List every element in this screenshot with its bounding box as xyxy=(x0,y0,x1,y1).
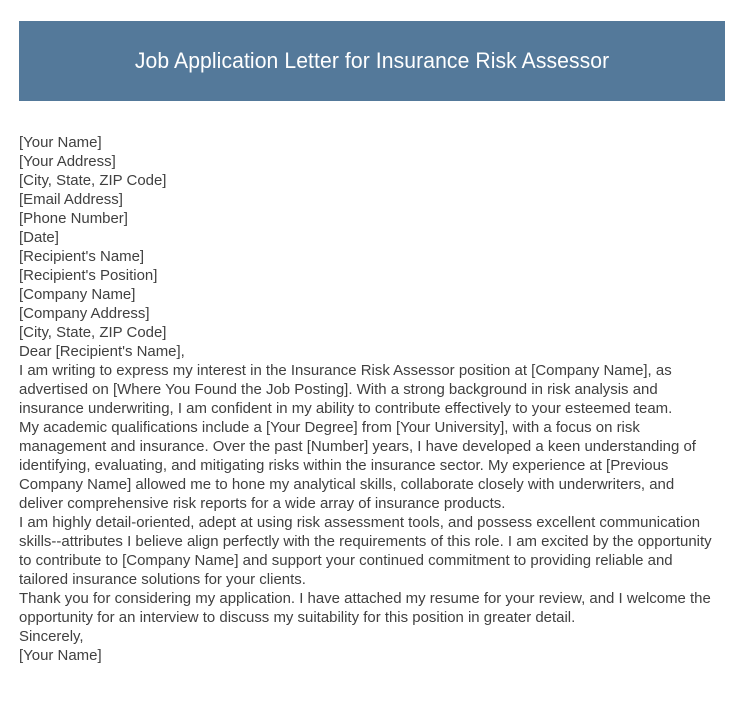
letter-paragraph-qualifications: My academic qualifications include a [Your Degree] from [Your University], with a focus on risk management and insurance. Over the past [Number] years, I have developed a keen understanding of identifying, evaluating, and mitigating risks within the insurance sector. My experience at [Previous Company Name] allowed me to hone my analytical skills, collaborate closely with underwriters, and deliver comprehensive risk reports for a wide array of insurance products. xyxy=(19,419,696,512)
letter-line-company-address: [Company Address] xyxy=(19,305,150,322)
letter-body xyxy=(19,133,713,665)
letter-line-your-city-state-zip: [City, State, ZIP Code] xyxy=(19,172,167,189)
letter-line-company-city-state-zip: [City, State, ZIP Code] xyxy=(19,324,167,341)
letter-line-your-name: [Your Name] xyxy=(19,134,102,151)
letter-line-company-name: [Company Name] xyxy=(19,286,136,303)
letter-paragraph-skills: I am highly detail-oriented, adept at using risk assessment tools, and possess excellent communication skills--attributes I believe align perfectly with the requirements of this role. I am excited by the opportunity to contribute to [Company Name] and support your continued commitment to providing reliable and tailored insurance solutions for your clients. xyxy=(19,514,712,588)
letter-line-recipient-position: [Recipient's Position] xyxy=(19,267,158,284)
letter-line-phone-number: [Phone Number] xyxy=(19,210,128,227)
letter-signature-name: [Your Name] xyxy=(19,647,102,664)
document-header-banner xyxy=(19,21,725,101)
page-title: Job Application Letter for Insurance Risk Assessor xyxy=(134,48,610,73)
letter-line-date: [Date] xyxy=(19,229,59,246)
letter-line-your-address: [Your Address] xyxy=(19,153,116,170)
letter-salutation: Dear [Recipient's Name], xyxy=(19,343,185,360)
letter-closing-sincerely: Sincerely, xyxy=(19,628,84,645)
letter-paragraph-closing-request: Thank you for considering my application. I have attached my resume for your review, and I welcome the opportunity for an interview to discuss my suitability for this position in greater detail. xyxy=(19,590,711,626)
letter-paragraph-intro: I am writing to express my interest in the Insurance Risk Assessor position at [Company Name], as advertised on [Where You Found the Job Posting]. With a strong background in risk analysis and insurance underwriting, I am confident in my ability to contribute effectively to your esteemed team. xyxy=(19,362,673,417)
letter-line-recipient-name: [Recipient's Name] xyxy=(19,248,145,265)
letter-line-email-address: [Email Address] xyxy=(19,191,123,208)
